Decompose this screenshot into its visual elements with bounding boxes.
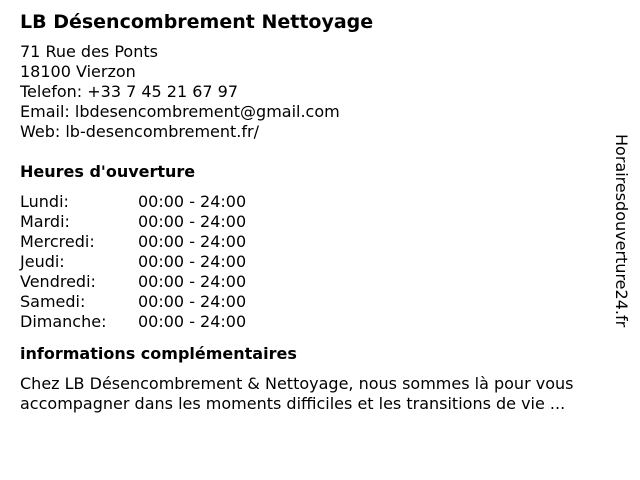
- hours-table: [20, 192, 610, 332]
- hours-time: 00:00 - 24:00: [138, 272, 247, 291]
- hours-row: [20, 292, 610, 312]
- hours-time: 00:00 - 24:00: [138, 292, 247, 311]
- hours-time: 00:00 - 24:00: [138, 232, 247, 251]
- web-line: Web: lb-desencombrement.fr/: [20, 122, 259, 141]
- hours-time: 00:00 - 24:00: [138, 192, 247, 211]
- hours-day: Mardi:: [20, 212, 70, 231]
- business-card: [20, 8, 610, 414]
- phone-line: Telefon: +33 7 45 21 67 97: [20, 82, 239, 101]
- business-name: LB Désencombrement Nettoyage: [20, 11, 374, 33]
- hours-row: [20, 212, 610, 232]
- site-watermark: Horairesdouverture24.fr: [612, 134, 631, 328]
- hours-day: Lundi:: [20, 192, 69, 211]
- contact-block: [20, 42, 610, 142]
- info-title: informations complémentaires: [20, 344, 297, 363]
- hours-time: 00:00 - 24:00: [138, 312, 247, 331]
- info-text: Chez LB Désencombrement & Nettoyage, nous sommes là pour vous accompagner dans les moments difficiles et les transitions de vie ...: [20, 374, 574, 413]
- email-line: Email: lbdesencombrement@gmail.com: [20, 102, 340, 121]
- address-street: 71 Rue des Ponts: [20, 42, 158, 61]
- hours-day: Dimanche:: [20, 312, 107, 331]
- hours-day: Vendredi:: [20, 272, 96, 291]
- hours-day: Jeudi:: [20, 252, 65, 271]
- hours-time: 00:00 - 24:00: [138, 252, 247, 271]
- hours-day: Mercredi:: [20, 232, 95, 251]
- hours-row: [20, 312, 610, 332]
- hours-day: Samedi:: [20, 292, 86, 311]
- hours-row: [20, 192, 610, 212]
- address-city: 18100 Vierzon: [20, 62, 136, 81]
- hours-time: 00:00 - 24:00: [138, 212, 247, 231]
- hours-row: [20, 272, 610, 292]
- hours-title: Heures d'ouverture: [20, 162, 196, 181]
- hours-row: [20, 232, 610, 252]
- hours-row: [20, 252, 610, 272]
